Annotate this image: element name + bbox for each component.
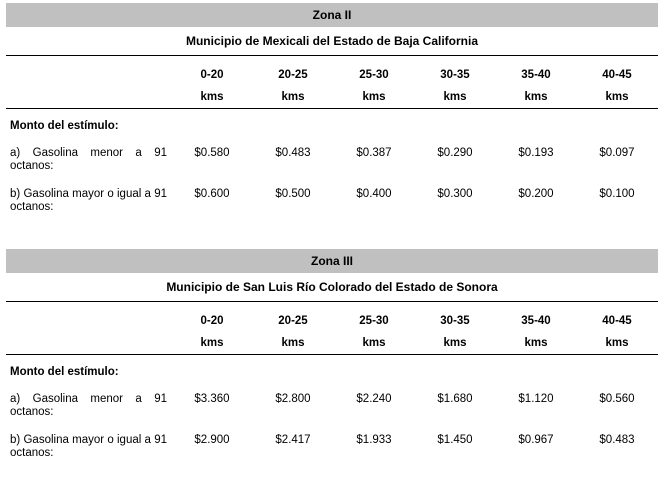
value-cell: $0.387 (356, 147, 392, 159)
monto-label: Monto del estímulo: (10, 366, 119, 378)
zone-subtitle: Municipio de Mexicali del Estado de Baja California (6, 27, 658, 56)
range-value: 20-25 (278, 69, 308, 81)
range-header-row (6, 302, 658, 355)
value-cell: $0.500 (275, 188, 311, 200)
range-value: 35-40 (521, 69, 551, 81)
range-unit: kms (605, 91, 629, 103)
range-value: 20-25 (278, 315, 308, 327)
value-cell: $2.800 (275, 393, 311, 405)
range-unit: kms (605, 337, 629, 349)
range-header-cell (263, 310, 323, 354)
row-label: b) Gasolina mayor o igual a 91 octanos: (10, 188, 167, 213)
value-cell: $1.933 (356, 434, 392, 446)
value-cell: $0.400 (356, 188, 392, 200)
range-unit: kms (281, 337, 305, 349)
value-cell: $0.483 (275, 147, 311, 159)
value-cell: $0.200 (518, 188, 554, 200)
range-value: 40-45 (602, 315, 632, 327)
range-header-cell (182, 310, 242, 354)
value-cell: $1.120 (518, 393, 554, 405)
range-value: 35-40 (521, 315, 551, 327)
range-unit: kms (200, 337, 224, 349)
range-header-cell (344, 64, 404, 108)
value-cell: $2.240 (356, 393, 392, 405)
value-cell: $0.483 (599, 434, 635, 446)
value-cell: $0.600 (194, 188, 230, 200)
range-value: 25-30 (359, 315, 389, 327)
range-header-cell (506, 310, 566, 354)
monto-row (6, 109, 658, 132)
value-cell: $0.580 (194, 147, 230, 159)
value-cell: $0.097 (599, 147, 635, 159)
zone-subtitle: Municipio de San Luis Río Colorado del Estado de Sonora (6, 273, 658, 302)
zona-iii-table (6, 249, 658, 459)
value-cell: $0.100 (599, 188, 635, 200)
range-value: 30-35 (440, 69, 470, 81)
value-cell: $0.967 (518, 434, 554, 446)
value-cell: $2.900 (194, 434, 230, 446)
range-header-cell (425, 310, 485, 354)
table-row (6, 393, 658, 423)
range-unit: kms (281, 91, 305, 103)
range-value: 40-45 (602, 69, 632, 81)
range-value: 30-35 (440, 315, 470, 327)
table-row (6, 147, 658, 177)
value-cell: $2.417 (275, 434, 311, 446)
range-unit: kms (443, 337, 467, 349)
range-value: 25-30 (359, 69, 389, 81)
table-row (6, 434, 658, 464)
range-header-cell (587, 64, 647, 108)
value-cell: $0.290 (437, 147, 473, 159)
value-cell: $0.560 (599, 393, 635, 405)
range-unit: kms (362, 337, 386, 349)
range-unit: kms (524, 91, 548, 103)
value-cell: $3.360 (194, 393, 230, 405)
range-value: 0-20 (200, 69, 224, 81)
range-header-cell (344, 310, 404, 354)
monto-label: Monto del estímulo: (10, 120, 119, 132)
range-unit: kms (524, 337, 548, 349)
range-unit: kms (443, 91, 467, 103)
zone-header: Zona III (6, 249, 658, 273)
range-value: 0-20 (200, 315, 224, 327)
zona-ii-table (6, 3, 658, 213)
range-header-row (6, 56, 658, 109)
value-cell: $1.680 (437, 393, 473, 405)
range-header-cell (506, 64, 566, 108)
range-unit: kms (362, 91, 386, 103)
value-cell: $0.300 (437, 188, 473, 200)
value-cell: $1.450 (437, 434, 473, 446)
range-unit: kms (200, 91, 224, 103)
row-label: b) Gasolina mayor o igual a 91 octanos: (10, 434, 167, 459)
table-row (6, 188, 658, 218)
row-label: a) Gasolina menor a 91 octanos: (10, 147, 167, 172)
range-header-cell (425, 64, 485, 108)
row-label: a) Gasolina menor a 91 octanos: (10, 393, 167, 418)
monto-row (6, 355, 658, 378)
range-header-cell (263, 64, 323, 108)
range-header-cell (182, 64, 242, 108)
range-header-cell (587, 310, 647, 354)
zone-header: Zona II (6, 3, 658, 27)
value-cell: $0.193 (518, 147, 554, 159)
